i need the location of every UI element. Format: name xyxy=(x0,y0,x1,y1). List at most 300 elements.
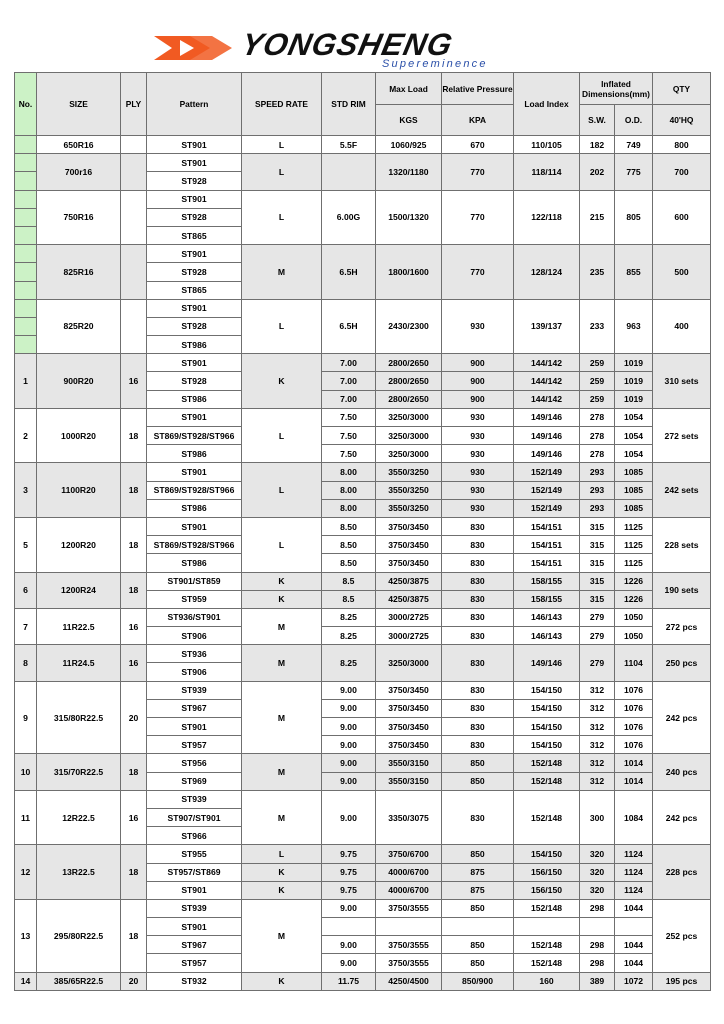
pattern-cell: ST906 xyxy=(147,627,242,645)
sw-cell: 315 xyxy=(580,554,615,572)
sw-cell: 278 xyxy=(580,408,615,426)
pressure-cell: 900 xyxy=(442,354,514,372)
od-cell: 1050 xyxy=(615,608,653,626)
header-row xyxy=(15,73,711,105)
std-rim-cell: 9.00 xyxy=(322,754,376,772)
size-cell: 11R24.5 xyxy=(37,645,121,681)
qty-cell: 500 xyxy=(653,245,711,300)
size-cell: 1100R20 xyxy=(37,463,121,518)
pressure-cell: 930 xyxy=(442,499,514,517)
tire-spec-body xyxy=(15,136,711,991)
size-cell: 385/65R22.5 xyxy=(37,972,121,990)
ply-cell: 16 xyxy=(121,790,147,845)
size-cell: 825R16 xyxy=(37,245,121,300)
std-rim-cell: 6.5H xyxy=(322,245,376,300)
sw-cell: 312 xyxy=(580,772,615,790)
speed-rate-cell: M xyxy=(242,608,322,644)
max-load-cell xyxy=(376,918,442,936)
size-cell: 700r16 xyxy=(37,154,121,190)
load-index-cell: 154/151 xyxy=(514,554,580,572)
col-max-load: Max Load xyxy=(376,73,442,105)
load-index-cell: 146/143 xyxy=(514,608,580,626)
qty-cell: 600 xyxy=(653,190,711,245)
load-index-cell: 149/146 xyxy=(514,645,580,681)
pressure-cell: 850/900 xyxy=(442,972,514,990)
col-qty: QTY xyxy=(653,73,711,105)
load-index-cell: 122/118 xyxy=(514,190,580,245)
std-rim-cell: 6.00G xyxy=(322,190,376,245)
max-load-cell: 4000/6700 xyxy=(376,863,442,881)
sw-cell: 320 xyxy=(580,845,615,863)
ply-cell xyxy=(121,154,147,190)
max-load-cell: 3550/3250 xyxy=(376,463,442,481)
pressure-cell: 830 xyxy=(442,517,514,535)
speed-rate-cell: L xyxy=(242,463,322,518)
pressure-cell: 770 xyxy=(442,245,514,300)
load-index-cell: 152/148 xyxy=(514,772,580,790)
table-row xyxy=(15,845,711,863)
max-load-cell: 3250/3000 xyxy=(376,427,442,445)
load-index-cell: 154/150 xyxy=(514,718,580,736)
od-cell: 749 xyxy=(615,136,653,154)
std-rim-cell: 8.00 xyxy=(322,499,376,517)
max-load-cell: 3550/3250 xyxy=(376,499,442,517)
qty-cell: 800 xyxy=(653,136,711,154)
speed-rate-cell: L xyxy=(242,136,322,154)
od-cell: 1044 xyxy=(615,899,653,917)
speed-rate-cell: K xyxy=(242,354,322,409)
od-cell: 1076 xyxy=(615,699,653,717)
pressure-cell: 850 xyxy=(442,772,514,790)
pattern-cell: ST986 xyxy=(147,336,242,354)
load-index-cell: 118/114 xyxy=(514,154,580,190)
qty-cell: 250 pcs xyxy=(653,645,711,681)
max-load-cell: 3750/3555 xyxy=(376,954,442,972)
od-cell: 1124 xyxy=(615,881,653,899)
max-load-cell: 3750/3450 xyxy=(376,736,442,754)
sw-cell: 279 xyxy=(580,645,615,681)
sw-cell: 312 xyxy=(580,681,615,699)
table-row xyxy=(15,154,711,172)
ply-cell: 18 xyxy=(121,517,147,572)
std-rim-cell: 8.50 xyxy=(322,536,376,554)
pressure-cell: 830 xyxy=(442,572,514,590)
col-dimensions: Inflated Dimensions(mm) xyxy=(580,73,653,105)
max-load-cell: 3350/3075 xyxy=(376,790,442,845)
max-load-cell: 3000/2725 xyxy=(376,608,442,626)
load-index-cell: 154/150 xyxy=(514,845,580,863)
speed-rate-cell: M xyxy=(242,645,322,681)
pattern-cell: ST986 xyxy=(147,390,242,408)
ply-cell: 18 xyxy=(121,463,147,518)
load-index-cell: 110/105 xyxy=(514,136,580,154)
sw-cell: 259 xyxy=(580,354,615,372)
std-rim-cell: 7.50 xyxy=(322,445,376,463)
od-cell: 1226 xyxy=(615,572,653,590)
std-rim-cell: 7.00 xyxy=(322,354,376,372)
ply-cell xyxy=(121,299,147,354)
od-cell: 1054 xyxy=(615,445,653,463)
pattern-cell: ST865 xyxy=(147,226,242,244)
sw-cell: 293 xyxy=(580,481,615,499)
sw-cell: 233 xyxy=(580,299,615,354)
sw-cell: 315 xyxy=(580,572,615,590)
pattern-cell: ST986 xyxy=(147,499,242,517)
no-cell xyxy=(15,245,37,263)
load-index-cell: 156/150 xyxy=(514,881,580,899)
od-cell: 1085 xyxy=(615,463,653,481)
load-index-cell: 160 xyxy=(514,972,580,990)
speed-rate-cell: L xyxy=(242,845,322,863)
od-cell: 1076 xyxy=(615,718,653,736)
sw-cell: 312 xyxy=(580,718,615,736)
od-cell: 1014 xyxy=(615,772,653,790)
pressure-cell: 830 xyxy=(442,554,514,572)
pressure-cell: 850 xyxy=(442,954,514,972)
max-load-cell: 3750/3450 xyxy=(376,554,442,572)
pressure-cell: 850 xyxy=(442,845,514,863)
pressure-cell: 875 xyxy=(442,863,514,881)
qty-cell: 310 sets xyxy=(653,354,711,409)
max-load-cell: 1320/1180 xyxy=(376,154,442,190)
max-load-cell: 3550/3250 xyxy=(376,481,442,499)
table-row xyxy=(15,517,711,535)
std-rim-cell: 8.25 xyxy=(322,608,376,626)
pattern-cell: ST986 xyxy=(147,445,242,463)
std-rim-cell: 9.00 xyxy=(322,772,376,790)
pattern-cell: ST967 xyxy=(147,936,242,954)
pattern-cell: ST957 xyxy=(147,954,242,972)
od-cell: 1014 xyxy=(615,754,653,772)
table-row xyxy=(15,245,711,263)
speed-rate-cell: K xyxy=(242,881,322,899)
max-load-cell: 1500/1320 xyxy=(376,190,442,245)
std-rim-cell: 9.00 xyxy=(322,936,376,954)
pattern-cell: ST901 xyxy=(147,463,242,481)
pattern-cell: ST956 xyxy=(147,754,242,772)
table-row xyxy=(15,645,711,663)
load-index-cell: 154/151 xyxy=(514,536,580,554)
sw-cell: 320 xyxy=(580,863,615,881)
pressure-cell: 830 xyxy=(442,736,514,754)
size-cell: 1200R24 xyxy=(37,572,121,608)
no-cell xyxy=(15,263,37,281)
max-load-cell: 3000/2725 xyxy=(376,627,442,645)
sw-cell: 259 xyxy=(580,372,615,390)
sw-cell: 278 xyxy=(580,427,615,445)
ply-cell: 20 xyxy=(121,972,147,990)
sw-cell: 182 xyxy=(580,136,615,154)
qty-cell: 400 xyxy=(653,299,711,354)
speed-rate-cell: L xyxy=(242,154,322,190)
pattern-cell: ST936 xyxy=(147,645,242,663)
pressure-cell: 830 xyxy=(442,718,514,736)
pressure-cell: 930 xyxy=(442,408,514,426)
max-load-cell: 3250/3000 xyxy=(376,645,442,681)
pattern-cell: ST901 xyxy=(147,154,242,172)
sw-cell: 259 xyxy=(580,390,615,408)
std-rim-cell: 11.75 xyxy=(322,972,376,990)
od-cell: 1124 xyxy=(615,863,653,881)
speed-rate-cell: L xyxy=(242,408,322,463)
pattern-cell: ST907/ST901 xyxy=(147,808,242,826)
pressure-cell: 900 xyxy=(442,390,514,408)
od-cell: 775 xyxy=(615,154,653,190)
qty-cell: 242 pcs xyxy=(653,681,711,754)
speed-rate-cell: M xyxy=(242,790,322,845)
max-load-cell: 4250/3875 xyxy=(376,590,442,608)
std-rim-cell: 9.00 xyxy=(322,718,376,736)
load-index-cell: 152/148 xyxy=(514,936,580,954)
no-cell xyxy=(15,317,37,335)
pattern-cell: ST939 xyxy=(147,681,242,699)
load-index-cell: 158/155 xyxy=(514,572,580,590)
ply-cell: 20 xyxy=(121,681,147,754)
load-index-cell: 144/142 xyxy=(514,390,580,408)
max-load-cell: 3750/6700 xyxy=(376,845,442,863)
load-index-cell: 152/148 xyxy=(514,790,580,845)
no-cell: 12 xyxy=(15,845,37,900)
no-cell xyxy=(15,226,37,244)
max-load-cell: 3750/3450 xyxy=(376,517,442,535)
col-od: O.D. xyxy=(615,105,653,136)
speed-rate-cell: K xyxy=(242,972,322,990)
max-load-cell: 3750/3450 xyxy=(376,536,442,554)
load-index-cell: 154/150 xyxy=(514,736,580,754)
table-row xyxy=(15,408,711,426)
pattern-cell: ST928 xyxy=(147,317,242,335)
no-cell: 2 xyxy=(15,408,37,463)
pattern-cell: ST928 xyxy=(147,263,242,281)
pattern-cell: ST955 xyxy=(147,845,242,863)
speed-rate-cell: L xyxy=(242,190,322,245)
max-load-cell: 3750/3555 xyxy=(376,899,442,917)
pattern-cell: ST901 xyxy=(147,245,242,263)
load-index-cell: 154/151 xyxy=(514,517,580,535)
ply-cell: 18 xyxy=(121,899,147,972)
size-cell: 1000R20 xyxy=(37,408,121,463)
load-index-cell: 144/142 xyxy=(514,372,580,390)
std-rim-cell: 9.00 xyxy=(322,954,376,972)
pattern-cell: ST901 xyxy=(147,718,242,736)
no-cell: 1 xyxy=(15,354,37,409)
no-cell: 7 xyxy=(15,608,37,644)
no-cell xyxy=(15,336,37,354)
std-rim-cell: 9.00 xyxy=(322,699,376,717)
sw-cell: 315 xyxy=(580,536,615,554)
sw-cell: 293 xyxy=(580,499,615,517)
std-rim-cell: 7.00 xyxy=(322,390,376,408)
sw-cell: 315 xyxy=(580,590,615,608)
std-rim-cell: 5.5F xyxy=(322,136,376,154)
sw-cell: 278 xyxy=(580,445,615,463)
qty-cell: 240 pcs xyxy=(653,754,711,790)
pattern-cell: ST939 xyxy=(147,790,242,808)
od-cell: 1125 xyxy=(615,517,653,535)
sw-cell: 312 xyxy=(580,754,615,772)
pressure-cell: 830 xyxy=(442,681,514,699)
pattern-cell: ST901 xyxy=(147,517,242,535)
max-load-cell: 2800/2650 xyxy=(376,390,442,408)
speed-rate-cell: L xyxy=(242,517,322,572)
ply-cell: 18 xyxy=(121,572,147,608)
no-cell xyxy=(15,190,37,208)
od-cell: 1054 xyxy=(615,408,653,426)
od-cell: 1050 xyxy=(615,627,653,645)
pressure-cell: 830 xyxy=(442,627,514,645)
pressure-cell: 930 xyxy=(442,445,514,463)
qty-cell: 700 xyxy=(653,154,711,190)
std-rim-cell: 8.25 xyxy=(322,645,376,681)
std-rim-cell: 9.75 xyxy=(322,845,376,863)
col-ply: PLY xyxy=(121,73,147,136)
std-rim-cell: 7.00 xyxy=(322,372,376,390)
table-row xyxy=(15,136,711,154)
load-index-cell: 152/149 xyxy=(514,481,580,499)
col-max-load-unit: KGS xyxy=(376,105,442,136)
table-row xyxy=(15,463,711,481)
std-rim-cell: 8.50 xyxy=(322,554,376,572)
load-index-cell: 128/124 xyxy=(514,245,580,300)
max-load-cell: 3750/3555 xyxy=(376,936,442,954)
pattern-cell: ST901 xyxy=(147,918,242,936)
col-pattern: Pattern xyxy=(147,73,242,136)
col-size: SIZE xyxy=(37,73,121,136)
max-load-cell: 3250/3000 xyxy=(376,445,442,463)
tire-spec-table xyxy=(14,72,711,991)
no-cell xyxy=(15,172,37,190)
od-cell: 1072 xyxy=(615,972,653,990)
ply-cell xyxy=(121,245,147,300)
sw-cell: 293 xyxy=(580,463,615,481)
brand-name: YONGSHENG xyxy=(238,27,457,62)
pattern-cell: ST932 xyxy=(147,972,242,990)
table-row xyxy=(15,299,711,317)
no-cell xyxy=(15,208,37,226)
pattern-cell: ST869/ST928/ST966 xyxy=(147,427,242,445)
max-load-cell: 3550/3150 xyxy=(376,754,442,772)
table-row xyxy=(15,608,711,626)
od-cell: 1084 xyxy=(615,790,653,845)
ply-cell xyxy=(121,136,147,154)
qty-cell: 190 sets xyxy=(653,572,711,608)
table-row xyxy=(15,972,711,990)
od-cell: 963 xyxy=(615,299,653,354)
pressure-cell: 770 xyxy=(442,190,514,245)
max-load-cell: 3250/3000 xyxy=(376,408,442,426)
max-load-cell: 1060/925 xyxy=(376,136,442,154)
brand-mark-icon xyxy=(154,36,232,60)
pattern-cell: ST939 xyxy=(147,899,242,917)
table-row xyxy=(15,354,711,372)
od-cell: 1054 xyxy=(615,427,653,445)
size-cell: 650R16 xyxy=(37,136,121,154)
std-rim-cell: 9.75 xyxy=(322,863,376,881)
pattern-cell: ST901 xyxy=(147,136,242,154)
sw-cell: 312 xyxy=(580,736,615,754)
od-cell: 1085 xyxy=(615,481,653,499)
load-index-cell: 149/146 xyxy=(514,445,580,463)
sw-cell: 320 xyxy=(580,881,615,899)
size-cell: 900R20 xyxy=(37,354,121,409)
brand-tagline: Supereminence xyxy=(382,58,488,70)
pressure-cell: 850 xyxy=(442,936,514,954)
od-cell: 1044 xyxy=(615,936,653,954)
load-index-cell: 144/142 xyxy=(514,354,580,372)
pattern-cell: ST928 xyxy=(147,172,242,190)
pressure-cell: 670 xyxy=(442,136,514,154)
no-cell xyxy=(15,299,37,317)
table-row xyxy=(15,681,711,699)
no-cell xyxy=(15,281,37,299)
pressure-cell xyxy=(442,918,514,936)
col-pressure-unit: KPA xyxy=(442,105,514,136)
no-cell: 9 xyxy=(15,681,37,754)
pattern-cell: ST957/ST869 xyxy=(147,863,242,881)
size-cell: 1200R20 xyxy=(37,517,121,572)
pressure-cell: 900 xyxy=(442,372,514,390)
ply-cell: 16 xyxy=(121,354,147,409)
load-index-cell: 152/149 xyxy=(514,463,580,481)
od-cell: 1019 xyxy=(615,390,653,408)
od-cell: 1019 xyxy=(615,354,653,372)
od-cell: 1125 xyxy=(615,554,653,572)
sw-cell: 235 xyxy=(580,245,615,300)
load-index-cell: 158/155 xyxy=(514,590,580,608)
pattern-cell: ST969 xyxy=(147,772,242,790)
qty-cell: 195 pcs xyxy=(653,972,711,990)
pattern-cell: ST901 xyxy=(147,354,242,372)
qty-cell: 272 sets xyxy=(653,408,711,463)
speed-rate-cell: M xyxy=(242,681,322,754)
od-cell: 1076 xyxy=(615,681,653,699)
std-rim-cell: 8.00 xyxy=(322,463,376,481)
col-qty-unit: 40'HQ xyxy=(653,105,711,136)
qty-cell: 272 pcs xyxy=(653,608,711,644)
std-rim-cell: 8.00 xyxy=(322,481,376,499)
load-index-cell: 146/143 xyxy=(514,627,580,645)
max-load-cell: 3750/3450 xyxy=(376,699,442,717)
sw-cell: 279 xyxy=(580,608,615,626)
sw-cell: 279 xyxy=(580,627,615,645)
sw-cell xyxy=(580,918,615,936)
col-load-index: Load Index xyxy=(514,73,580,136)
size-cell: 12R22.5 xyxy=(37,790,121,845)
size-cell: 825R20 xyxy=(37,299,121,354)
col-no: No. xyxy=(15,73,37,136)
od-cell: 1104 xyxy=(615,645,653,681)
no-cell: 14 xyxy=(15,972,37,990)
table-row xyxy=(15,190,711,208)
pattern-cell: ST865 xyxy=(147,281,242,299)
no-cell xyxy=(15,136,37,154)
std-rim-cell xyxy=(322,918,376,936)
pressure-cell: 830 xyxy=(442,590,514,608)
pressure-cell: 930 xyxy=(442,463,514,481)
max-load-cell: 2800/2650 xyxy=(376,372,442,390)
qty-cell: 252 pcs xyxy=(653,899,711,972)
od-cell xyxy=(615,918,653,936)
pattern-cell: ST966 xyxy=(147,827,242,845)
sw-cell: 315 xyxy=(580,517,615,535)
max-load-cell: 3750/3450 xyxy=(376,718,442,736)
load-index-cell: 139/137 xyxy=(514,299,580,354)
od-cell: 1076 xyxy=(615,736,653,754)
qty-cell: 242 pcs xyxy=(653,790,711,845)
col-speed-rate: SPEED RATE xyxy=(242,73,322,136)
std-rim-cell xyxy=(322,154,376,190)
od-cell: 1125 xyxy=(615,536,653,554)
